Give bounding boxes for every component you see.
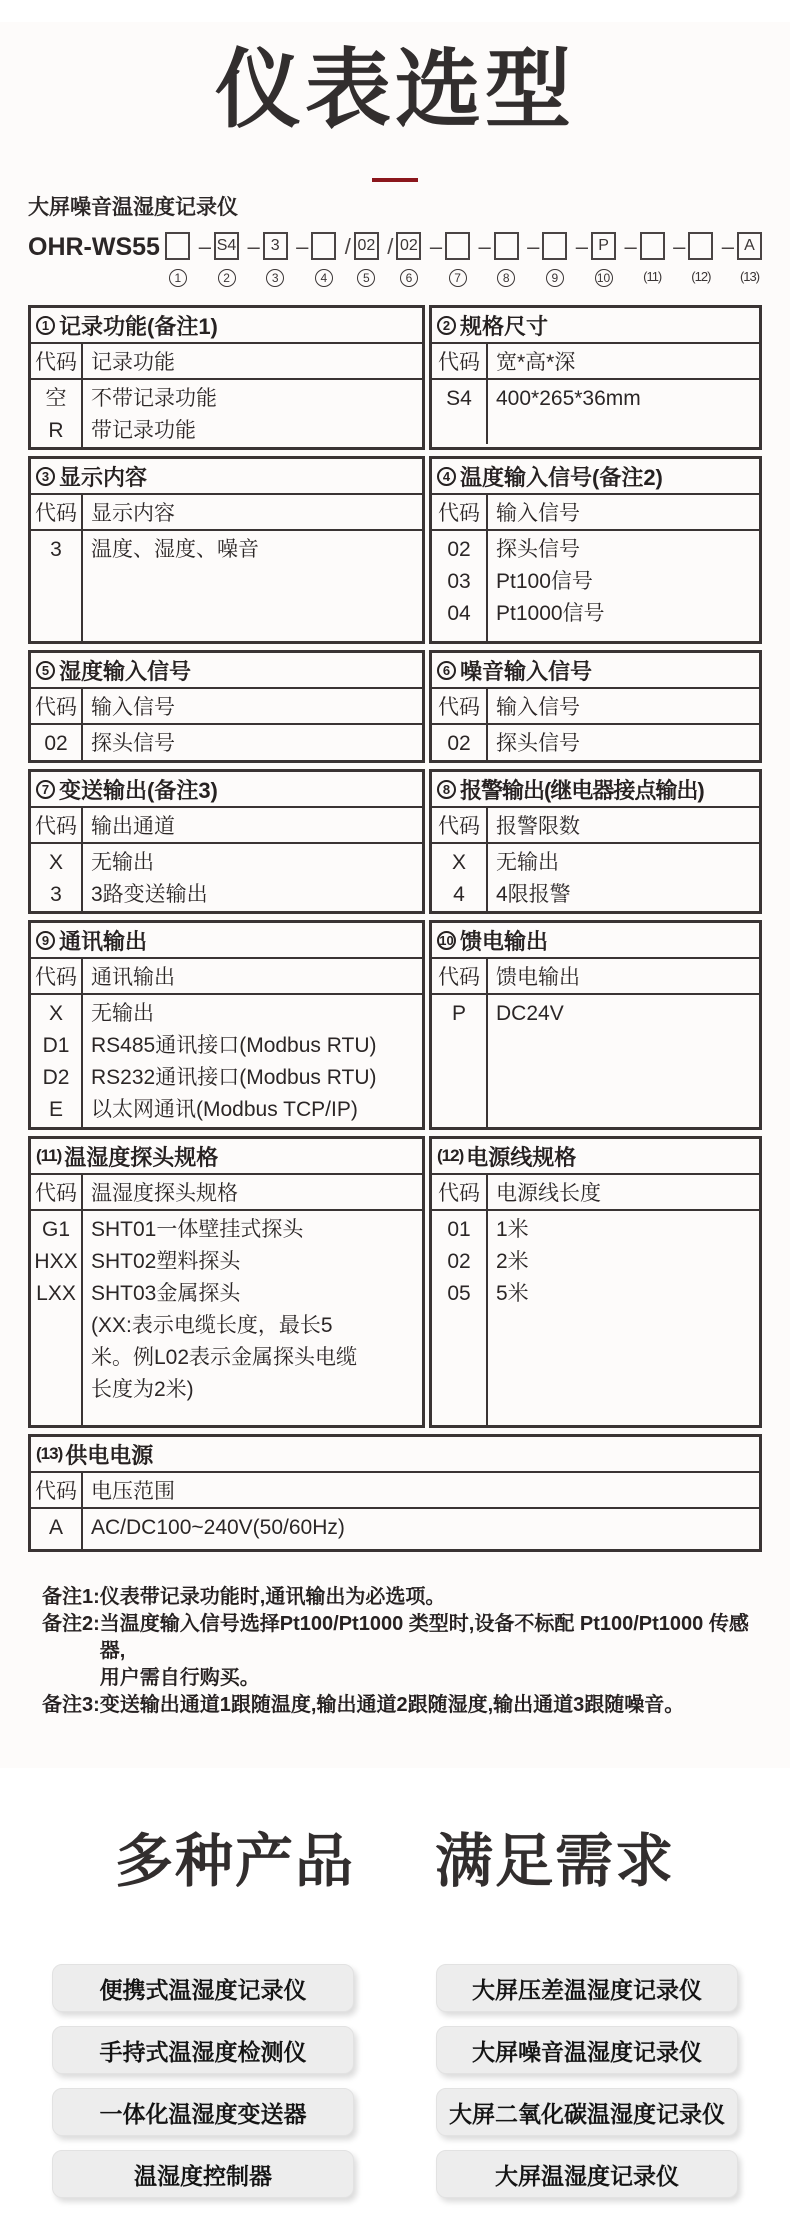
table-row-6 [28,1136,762,1428]
section-title: 温湿度探头规格 [64,1144,219,1170]
section-humidity-input-signal [28,650,425,763]
separator-dash: – [478,234,491,259]
code-box-10: P [591,232,616,260]
title-underline-accent [372,178,418,182]
table-row-1 [28,305,762,450]
section-circled-number: 5 [36,661,55,680]
value-cells: 温度、湿度、噪音 [91,538,259,561]
segment-number-10: 10 [595,269,613,287]
section-circled-number: 1 [36,316,55,335]
model-segment-7 [427,232,470,287]
segment-number-13: (13) [739,269,760,284]
col-header-code: 代码 [31,495,83,529]
segment-number-5: 5 [357,269,375,287]
probe-note-line: 长度为2米) [91,1378,194,1401]
product-button-column-right [436,1964,738,2198]
separator-dash: – [575,234,589,259]
model-segment-10 [573,232,616,287]
col-header-code: 代码 [432,1175,488,1209]
value-cells: 无输出 4限报警 [496,851,571,906]
spec-tables [0,305,790,1552]
page-title: 仪表选型 [215,42,575,138]
model-segment-2 [196,232,239,287]
col-header-label: 输入信号 [496,502,580,525]
col-header-code: 代码 [31,1473,83,1507]
section-power-cord-spec [429,1136,762,1428]
section-noise-input-signal [429,650,762,763]
separator-slash: / [387,234,394,259]
section-paren-number: (13) [36,1444,63,1463]
code-box-2: S4 [214,232,239,260]
col-header-label: 报警限数 [496,815,580,838]
section-title: 通讯输出 [59,928,148,954]
section-title: 供电电源 [65,1442,154,1468]
product-button-grid [0,1964,790,2198]
footnotes [42,1584,762,1719]
value-cells: 探头信号 Pt100信号 Pt1000信号 [496,538,605,625]
model-code-diagram [28,232,762,287]
col-header-code: 代码 [432,689,488,723]
product-button-handheld-detector[interactable]: 手持式温湿度检测仪 [52,2026,354,2074]
value-cells: AC/DC100~240V(50/60Hz) [91,1516,345,1539]
col-header-label: 记录功能 [91,351,175,374]
note-2: 备注2: 当温度输入信号选择Pt100/Pt1000 类型时,设备不标配 Pt100/Pt1000 传感器, 用户需自行购买。 [42,1613,749,1689]
model-segment-11 [621,232,664,284]
section-title: 变送输出(备注3) [59,777,218,803]
product-button-column-left [52,1964,354,2198]
code-box-4 [311,232,336,260]
segment-number-3: 3 [266,269,284,287]
section-circled-number: 8 [437,780,456,799]
section-title: 记录功能(备注1) [59,313,218,339]
segment-number-9: 9 [546,269,564,287]
product-button-bigscreen-co2-recorder[interactable]: 大屏二氧化碳温湿度记录仪 [436,2088,738,2136]
section-title: 规格尺寸 [460,313,549,339]
model-segment-6 [384,232,421,287]
col-header-code: 代码 [31,1175,83,1209]
model-segment-1 [165,232,190,287]
model-segment-12 [670,232,713,284]
code-cells: 01 02 05 [432,1211,488,1425]
code-cells: G1 HXX LXX [31,1211,83,1425]
separator-slash: / [344,234,351,259]
section-probe-spec [28,1136,425,1428]
code-box-13: A [737,232,762,260]
col-header-code: 代码 [432,495,488,529]
model-segment-8 [475,232,518,287]
code-cells: 02 [432,725,488,760]
section-transmit-output [28,769,425,914]
value-cells: DC24V [496,1002,564,1025]
code-cells: X 4 [432,844,488,911]
col-header-label: 显示内容 [91,502,175,525]
col-header-code: 代码 [432,344,488,378]
section-paren-number: (12) [437,1146,464,1165]
value-cells: 无输出 RS485通讯接口(Modbus RTU) RS232通讯接口(Modbus RTU) 以太网通讯(Modbus TCP/IP) [91,1002,377,1121]
value-cells: SHT01一体壁挂式探头 SHT02塑料探头 SHT03金属探头 (XX:表示电缆长度，最长5 米。例L02表示金属探头电缆 长度为2米) [83,1211,422,1425]
col-header-label: 电源线长度 [496,1182,601,1205]
col-header-label: 输入信号 [91,696,175,719]
col-header-label: 馈电输出 [496,966,580,989]
model-segment-5 [342,232,379,287]
code-box-8 [494,232,519,260]
table-row-5 [28,920,762,1130]
segment-number-6: 6 [400,269,418,287]
related-products-heading: 多种产品 满足需求 [114,1829,676,1894]
section-circled-number: 2 [437,316,456,335]
product-button-humiture-controller[interactable]: 温湿度控制器 [52,2150,354,2198]
col-header-label: 温湿度探头规格 [91,1182,238,1205]
section-circled-number: 9 [36,931,55,950]
segment-number-8: 8 [497,269,515,287]
value-cells: 1米 2米 5米 [496,1218,529,1305]
code-box-12 [688,232,713,260]
top-strip [0,0,790,22]
section-title: 噪音输入信号 [460,658,593,684]
segment-number-4: 4 [315,269,333,287]
model-prefix: OHR-WS55 [28,233,160,261]
product-subtitle: 大屏噪音温湿度记录仪 [28,196,238,219]
section-circled-number: 3 [36,467,55,486]
separator-dash: – [624,234,637,259]
note-3: 备注3: 变送输出通道1跟随温度,输出通道2跟随湿度,输出通道3跟随噪音。 [42,1694,685,1716]
segment-number-1: 1 [169,269,187,287]
code-cells: S4 [432,380,488,444]
separator-dash: – [296,234,309,259]
model-segment-3 [244,232,287,287]
value-cells: 不带记录功能 带记录功能 [91,387,217,442]
separator-dash: – [527,234,540,259]
section-record-function [28,305,425,450]
code-box-6: 02 [396,232,421,260]
col-header-code: 代码 [432,808,488,842]
code-cells: P [432,995,488,1127]
col-header-label: 宽*高*深 [496,351,576,374]
col-header-code: 代码 [31,808,83,842]
product-button-integrated-transmitter[interactable]: 一体化温湿度变送器 [52,2088,354,2136]
section-paren-number: (11) [36,1146,62,1165]
section-title: 温度输入信号(备注2) [460,464,663,490]
col-header-label: 输入信号 [496,696,580,719]
value-cells: 探头信号 [91,732,175,755]
section-title: 显示内容 [59,464,148,490]
section-feed-power-output [429,920,762,1130]
code-box-1 [165,232,190,260]
value-cells: 无输出 3路变送输出 [91,851,208,906]
code-cells: A [31,1509,83,1549]
code-box-7 [445,232,470,260]
product-button-portable-recorder[interactable]: 便携式温湿度记录仪 [52,1964,354,2012]
separator-dash: – [247,234,260,259]
section-alarm-output [429,769,762,914]
model-segment-13 [719,232,762,284]
col-header-code: 代码 [31,344,83,378]
model-segment-4 [293,232,336,287]
product-button-bigscreen-pressure-recorder[interactable]: 大屏压差温湿度记录仪 [436,1964,738,2012]
segment-number-2: 2 [218,269,236,287]
code-box-3: 3 [263,232,288,260]
col-header-label: 输出通道 [91,815,175,838]
separator-dash: – [721,234,734,259]
table-row-4 [28,769,762,914]
section-size-spec [429,305,762,450]
separator-dash: – [673,234,686,259]
value-cells: 探头信号 [496,732,580,755]
code-box-11 [640,232,665,260]
probe-note-line: (XX:表示电缆长度，最长5 [91,1314,333,1337]
note-1: 备注1: 仪表带记录功能时,通讯输出为必选项。 [42,1586,446,1608]
segment-number-7: 7 [449,269,467,287]
section-circled-number: 7 [36,780,55,799]
separator-dash: – [429,234,443,259]
section-circled-number: 10 [437,931,456,950]
separator-dash: – [198,234,212,259]
code-cells: 02 [31,725,83,760]
section-power-supply [28,1434,762,1552]
segment-number-11: (11) [643,269,662,284]
model-segment-9 [524,232,567,287]
section-title: 电源线规格 [466,1144,577,1170]
col-header-code: 代码 [31,689,83,723]
section-title: 报警输出(继电器接点输出) [460,777,704,803]
related-products-area [0,1768,790,2231]
code-cells: X D1 D2 E [31,995,83,1127]
code-cells: 空 R [31,380,83,447]
section-circled-number: 6 [437,661,456,680]
code-box-9 [542,232,567,260]
table-row-3 [28,650,762,763]
section-title: 馈电输出 [460,928,549,954]
code-cells: X 3 [31,844,83,911]
product-button-bigscreen-humiture-recorder[interactable]: 大屏温湿度记录仪 [436,2150,738,2198]
product-button-bigscreen-noise-recorder[interactable]: 大屏噪音温湿度记录仪 [436,2026,738,2074]
code-cells: 3 [31,531,83,641]
col-header-code: 代码 [432,959,488,993]
col-header-code: 代码 [31,959,83,993]
section-comm-output [28,920,425,1130]
section-display-content [28,456,425,644]
segment-number-12: (12) [691,269,711,284]
col-header-label: 电压范围 [91,1480,175,1503]
code-cells: 02 03 04 [432,531,488,641]
probe-note-line: 米。例L02表示金属探头电缆 [91,1346,358,1369]
section-temp-input-signal [429,456,762,644]
section-title: 湿度输入信号 [59,658,192,684]
value-cells: 400*265*36mm [496,387,641,410]
code-box-5: 02 [354,232,379,260]
col-header-label: 通讯输出 [91,966,175,989]
table-row-2 [28,456,762,644]
section-circled-number: 4 [437,467,456,486]
